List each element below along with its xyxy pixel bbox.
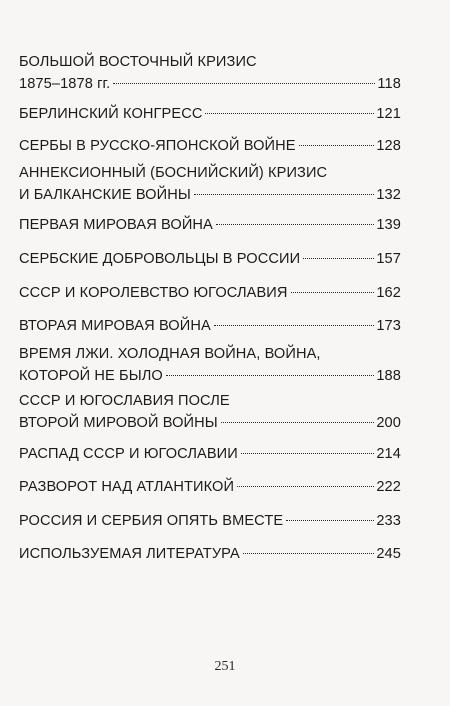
toc-entry-title: СЕРБЫ В РУССКО-ЯПОНСКОЙ ВОЙНЕ (19, 138, 296, 154)
toc-entry-title: СЕРБСКИЕ ДОБРОВОЛЬЦЫ В РОССИИ (19, 251, 301, 267)
toc-entry-page: 118 (377, 76, 401, 92)
dot-leader (214, 212, 375, 229)
dot-leader (241, 541, 375, 558)
toc-entry[interactable] (19, 441, 401, 463)
dot-leader (111, 71, 376, 88)
dot-leader (192, 182, 375, 199)
toc-entry-page: 245 (376, 546, 401, 562)
toc-entry-page: 200 (376, 415, 401, 431)
dot-leader (203, 101, 375, 118)
toc-entry-page: 214 (376, 446, 401, 462)
toc-entry-title: РАСПАД СССР И ЮГОСЛАВИИ (19, 446, 238, 462)
dot-leader (164, 363, 375, 380)
toc-entry-page: 233 (376, 513, 401, 529)
toc-entry-page: 157 (376, 251, 401, 267)
dot-leader (301, 246, 375, 263)
toc-entry[interactable] (19, 346, 401, 385)
toc-entry-page: 173 (376, 318, 401, 334)
toc-entry[interactable] (19, 212, 401, 234)
toc-entry-title-line1: АННЕКСИОННЫЙ (БОСНИЙСКИЙ) КРИЗИС (19, 165, 328, 181)
toc-entry-title: ПЕРВАЯ МИРОВАЯ ВОЙНА (19, 217, 213, 233)
toc-entry-title: РОССИЯ И СЕРБИЯ ОПЯТЬ ВМЕСТЕ (19, 513, 284, 529)
dot-leader (289, 280, 376, 297)
toc-entry-title: ВТОРАЯ МИРОВАЯ ВОЙНА (19, 318, 211, 334)
toc-entry-page: 128 (376, 138, 401, 154)
toc-entry[interactable] (19, 101, 401, 123)
toc-entry-title: БЕРЛИНСКИЙ КОНГРЕСС (19, 106, 203, 122)
dot-leader (219, 410, 376, 427)
dot-leader (235, 474, 375, 491)
toc-entry-page: 139 (376, 217, 401, 233)
toc-entry-page: 132 (376, 187, 401, 203)
dot-leader (297, 133, 376, 150)
toc-entry[interactable] (19, 541, 401, 563)
toc-entry-title: ВТОРОЙ МИРОВОЙ ВОЙНЫ (19, 415, 218, 431)
toc-entry[interactable] (19, 393, 401, 432)
toc-entry-title: ИСПОЛЬЗУЕМАЯ ЛИТЕРАТУРА (19, 546, 240, 562)
toc-entry[interactable] (19, 508, 401, 530)
dot-leader (212, 313, 376, 330)
toc-entry-title: СССР И КОРОЛЕВСТВО ЮГОСЛАВИЯ (19, 285, 288, 301)
toc-entry[interactable] (19, 133, 401, 155)
toc-entry[interactable] (19, 165, 401, 204)
toc-entry[interactable] (19, 246, 401, 268)
toc-entry-title-line1: СССР И ЮГОСЛАВИЯ ПОСЛЕ (19, 393, 230, 409)
toc-entry-page: 162 (376, 285, 401, 301)
toc-entry[interactable] (19, 54, 401, 93)
toc-entry-page: 121 (376, 106, 401, 122)
toc-entry[interactable] (19, 313, 401, 335)
toc-entry-title: 1875–1878 гг. (19, 76, 111, 92)
toc-entry[interactable] (19, 280, 401, 302)
toc-entry-title-line1: ВРЕМЯ ЛЖИ. ХОЛОДНАЯ ВОЙНА, ВОЙНА, (19, 346, 321, 362)
dot-leader (239, 441, 375, 458)
toc-entry-page: 222 (376, 479, 401, 495)
toc-entry-title: РАЗВОРОТ НАД АТЛАНТИКОЙ (19, 479, 235, 495)
page-number: 251 (214, 659, 236, 674)
toc-entry[interactable] (19, 474, 401, 496)
dot-leader (284, 508, 375, 525)
toc-entry-title: КОТОРОЙ НЕ БЫЛО (19, 368, 163, 384)
toc-entry-page: 188 (376, 368, 401, 384)
toc-entry-title-line1: БОЛЬШОЙ ВОСТОЧНЫЙ КРИЗИС (19, 54, 257, 70)
toc-entry-title: И БАЛКАНСКИЕ ВОЙНЫ (19, 187, 191, 203)
